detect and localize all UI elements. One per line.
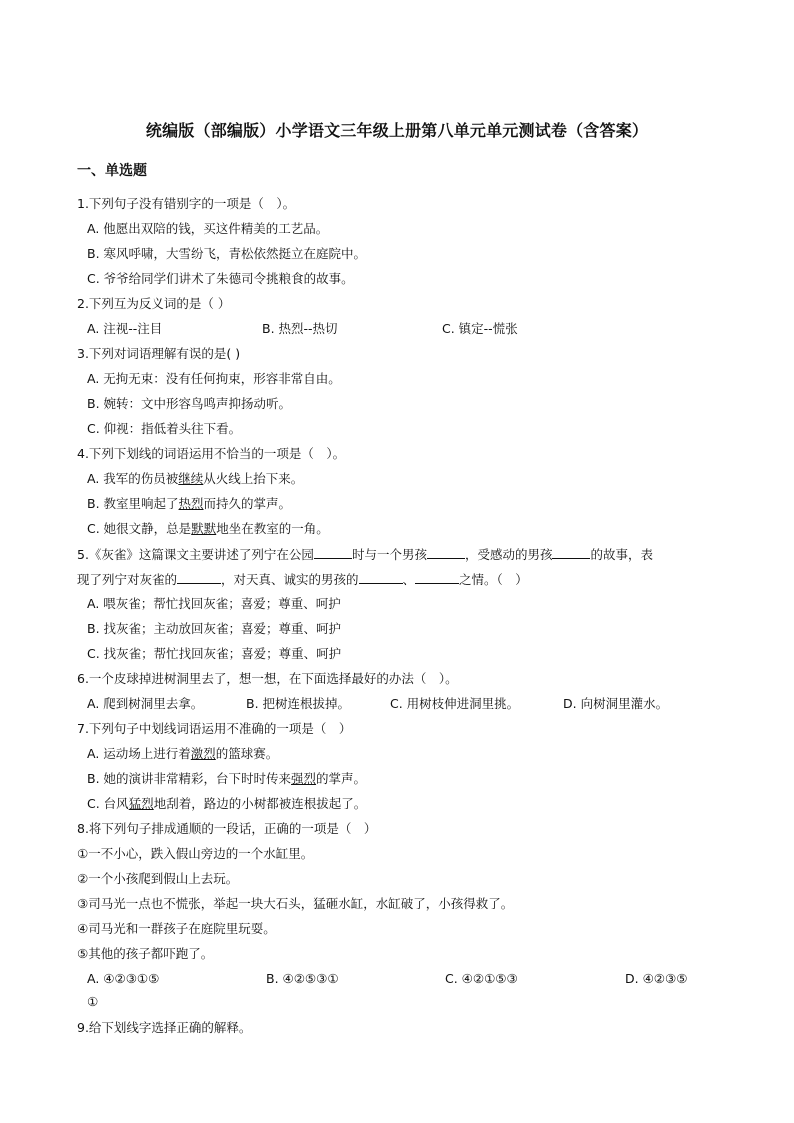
question-3-option-c: C. 仰视：指低着头往下看。 [87, 421, 242, 436]
question-5-option-c: C. 找灰雀；帮忙找回灰雀；喜爱；尊重、呵护 [87, 646, 342, 661]
stem-text: 、 [402, 572, 416, 587]
option-text: 的篮球赛。 [215, 746, 279, 761]
question-8-option-a: A. ④②③①⑤ [87, 971, 160, 986]
fill-blank[interactable] [552, 545, 590, 559]
question-8-option-b: B. ④②⑤③① [266, 971, 339, 986]
option-text: 地刮着，路边的小树都被连根拔起了。 [153, 796, 367, 811]
question-2-option-b: B. 热烈--热切 [262, 321, 338, 336]
option-text: 的掌声。 [316, 771, 367, 786]
stem-text: ，受感动的男孩 [464, 547, 553, 562]
question-7-option-a [87, 745, 278, 763]
question-8-option-c: C. ④②①⑤③ [445, 971, 518, 986]
question-3-option-a: A. 无拘无束：没有任何拘束，形容非常自由。 [87, 371, 341, 386]
question-5-option-b: B. 找灰雀；主动放回灰雀；喜爱；尊重、呵护 [87, 621, 342, 636]
question-5-option-a: A. 喂灰雀；帮忙找回灰雀；喜爱；尊重、呵护 [87, 596, 341, 611]
option-text: 而持久的掌声。 [203, 496, 292, 511]
question-6-option-d: D. 向树洞里灌水。 [563, 696, 669, 711]
question-6-option-b: B. 把树连根拔掉。 [246, 696, 351, 711]
option-text: 地坐在教室的一角。 [216, 521, 329, 536]
stem-text: 之情。（ ） [459, 572, 528, 587]
option-text: A. 运动场上进行着 [87, 746, 191, 761]
option-text: A. 我军的伤员被 [87, 471, 179, 486]
fill-blank[interactable] [359, 570, 403, 584]
stem-text: 时与一个男孩 [351, 547, 427, 562]
question-4-stem: 4.下列下划线的词语运用不恰当的一项是（ ）。 [77, 446, 346, 461]
question-4-option-c [87, 520, 329, 538]
stem-text: 的故事，表 [590, 547, 653, 562]
underlined-word: 激烈 [190, 746, 216, 761]
question-5-stem-line-2 [77, 570, 528, 589]
question-4-option-a [87, 470, 303, 488]
question-2-option-a: A. 注视--注目 [87, 321, 163, 336]
page-title: 统编版（部编版）小学语文三年级上册第八单元单元测试卷（含答案） [145, 121, 649, 140]
section-heading: 一、单选题 [77, 163, 147, 179]
question-8-stem: 8.将下列句子排成通顺的一段话，正确的一项是（ ） [77, 821, 377, 836]
question-1-option-c: C. 爷爷给同学们讲术了朱德司令挑粮食的故事。 [87, 271, 354, 286]
question-8-option-d-continued: ① [87, 994, 99, 1009]
option-text: 从火线上抬下来。 [203, 471, 304, 486]
question-9-stem: 9.给下划线字选择正确的解释。 [77, 1020, 252, 1035]
question-1-stem: 1.下列句子没有错别字的一项是（ ）。 [77, 196, 296, 211]
underlined-word: 默默 [191, 521, 217, 536]
underlined-word: 猛烈 [128, 796, 154, 811]
underlined-word: 热烈 [178, 496, 204, 511]
question-8-sentence-5: ⑤其他的孩子都吓跑了。 [77, 946, 214, 961]
underlined-word: 强烈 [291, 771, 317, 786]
fill-blank[interactable] [427, 545, 465, 559]
question-6-option-a: A. 爬到树洞里去拿。 [87, 696, 204, 711]
question-7-stem: 7.下列句子中划线词语运用不准确的一项是（ ） [77, 721, 352, 736]
stem-text: 现了列宁对灰雀的 [77, 572, 178, 587]
question-8-sentence-2: ②一个小孩爬到假山上去玩。 [77, 871, 239, 886]
option-text: C. 她很文静，总是 [87, 521, 192, 536]
question-3-option-b: B. 婉转：文中形容鸟鸣声抑扬动听。 [87, 396, 292, 411]
underlined-word: 继续 [178, 471, 204, 486]
question-1-option-b: B. 寒风呼啸，大雪纷飞，青松依然挺立在庭院中。 [87, 246, 367, 261]
option-text: B. 教室里响起了 [87, 496, 179, 511]
question-3-stem: 3.下列对词语理解有误的是( ) [77, 346, 241, 361]
fill-blank[interactable] [177, 570, 221, 584]
question-7-option-b [87, 770, 366, 788]
question-6-option-c: C. 用树枝伸进洞里挑。 [390, 696, 520, 711]
fill-blank[interactable] [415, 570, 459, 584]
fill-blank[interactable] [314, 545, 352, 559]
question-2-stem: 2.下列互为反义词的是（ ） [77, 296, 231, 311]
question-8-sentence-4: ④司马光和一群孩子在庭院里玩耍。 [77, 921, 276, 936]
question-8-option-d: D. ④②③⑤ [625, 971, 688, 986]
question-6-stem: 6.一个皮球掉进树洞里去了，想一想，在下面选择最好的办法（ ）。 [77, 671, 458, 686]
stem-text: 5.《灰雀》这篇课文主要讲述了列宁在公园 [77, 547, 314, 562]
question-1-option-a: A. 他愿出双陪的钱，买这件精美的工艺品。 [87, 221, 329, 236]
question-2-option-c: C. 镇定--慌张 [442, 321, 518, 336]
stem-text: ，对天真、诚实的男孩的 [221, 572, 359, 587]
question-7-option-c [87, 795, 366, 813]
question-8-sentence-3: ③司马光一点也不慌张，举起一块大石头，猛砸水缸，水缸破了，小孩得救了。 [77, 896, 514, 911]
question-8-sentence-1: ①一不小心，跌入假山旁边的一个水缸里。 [77, 846, 314, 861]
option-text: B. 她的演讲非常精彩，台下时时传来 [87, 771, 292, 786]
question-4-option-b [87, 495, 291, 513]
option-text: C. 台风 [87, 796, 129, 811]
question-5-stem-line-1 [77, 545, 653, 564]
